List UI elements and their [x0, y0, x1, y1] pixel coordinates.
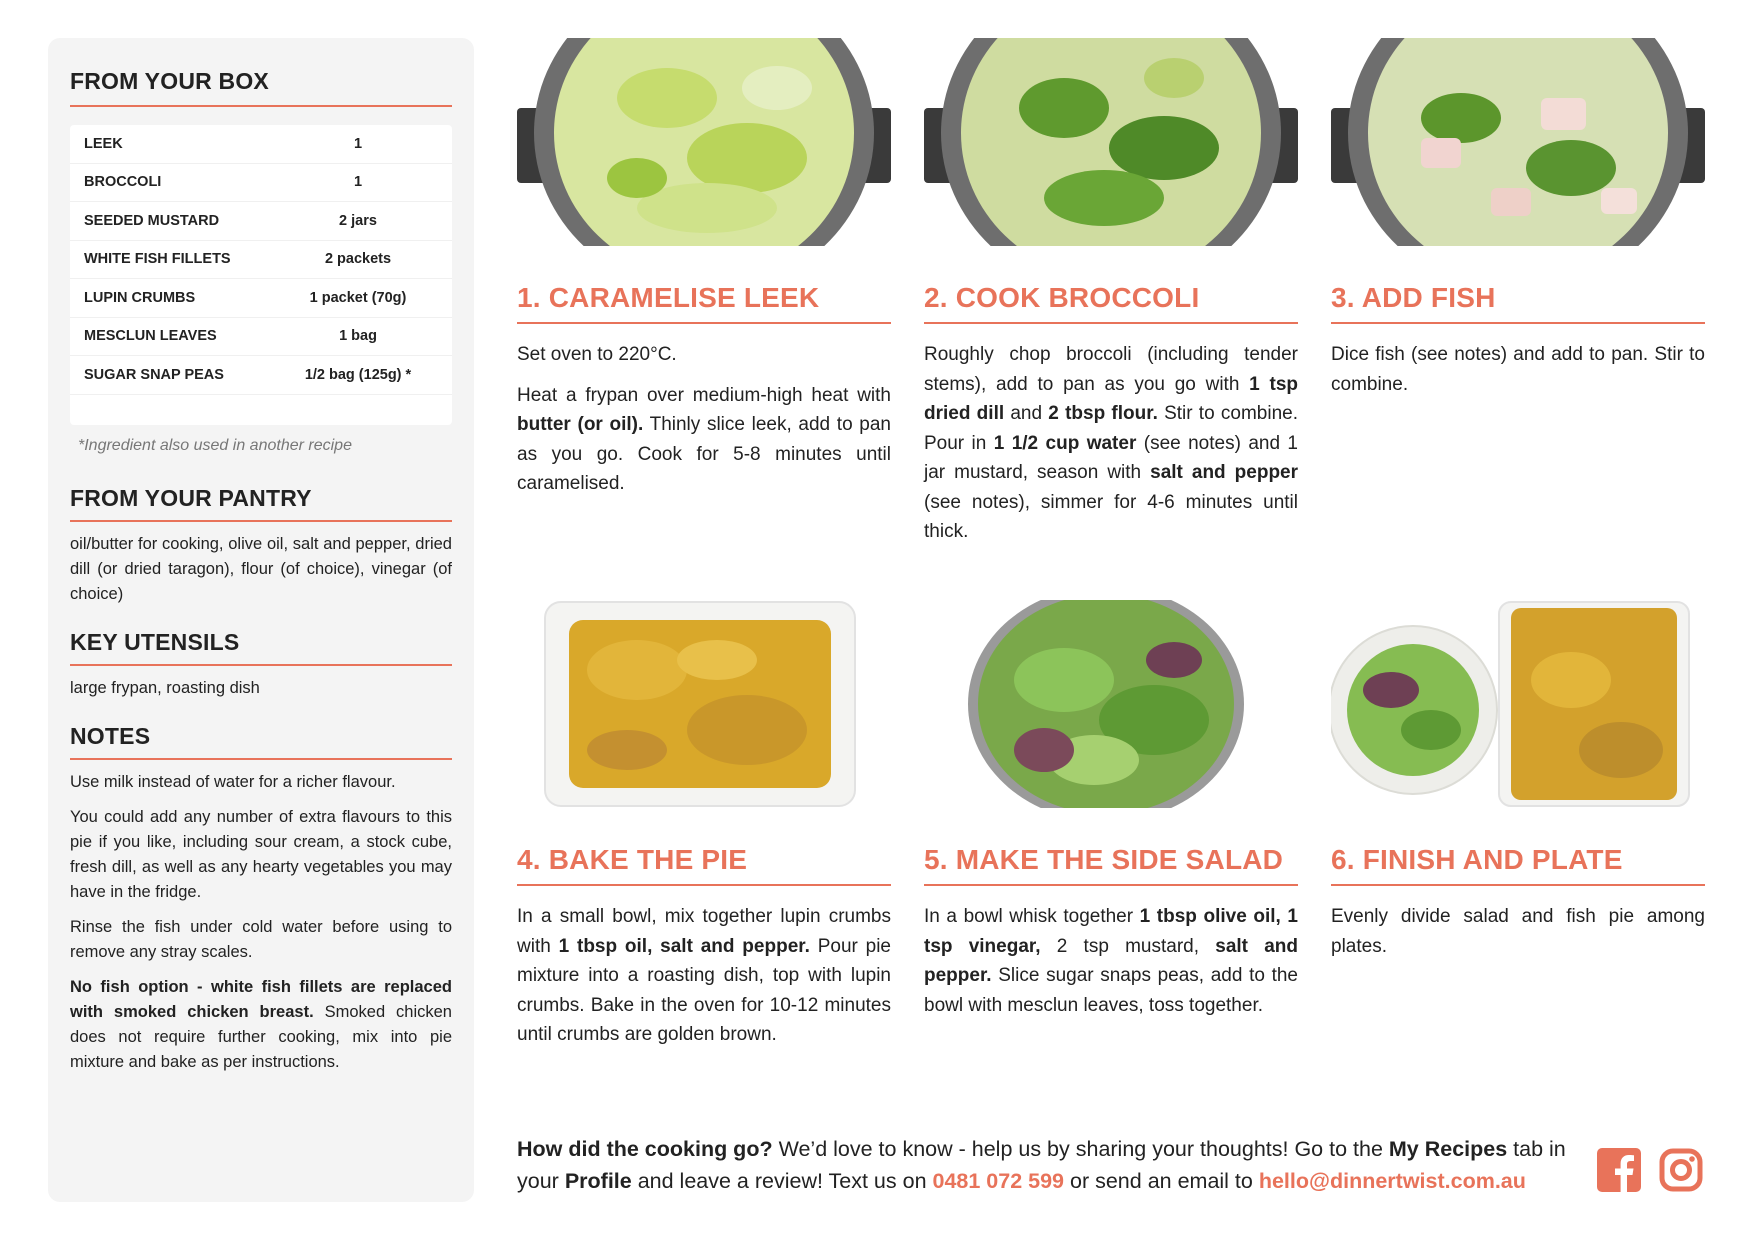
footer-text-1: We’d love to know - help us by sharing your thoughts! Go to the — [772, 1137, 1389, 1161]
text-run: 2 tsp mustard, — [1040, 935, 1216, 957]
ingredient-name: LUPIN CRUMBS — [84, 289, 196, 306]
notes-heading: NOTES — [70, 723, 452, 760]
step-4-body — [517, 902, 891, 1050]
bold-text: 1 tbsp oil, salt and pepper. — [558, 935, 810, 957]
step-6 — [1331, 600, 1705, 972]
bold-text: 1 tsp dried dill — [924, 373, 1298, 424]
text-run: Slice sugar snaps peas, add to the bowl with mesclun leaves, toss together. — [924, 965, 1298, 1016]
text-run: Roughly chop broccoli (including tender stems), add to pan as you go with — [924, 344, 1298, 395]
utensils-text: large frypan, roasting dish — [70, 678, 260, 697]
step-1 — [517, 38, 891, 510]
step-1-p1: Set oven to 220°C. — [517, 344, 677, 365]
note-2: You could add any number of extra flavours to this pie if you like, including sour cream, a stock cube, fresh dill, as well as any hearty vegetables you may have in the fridge. — [70, 807, 452, 901]
text-run: In a bowl whisk together — [924, 906, 1140, 927]
ingredient-qty: 1 — [353, 135, 363, 152]
social-links — [1597, 1148, 1703, 1197]
bold-text: 1 1/2 cup water — [993, 432, 1137, 454]
ingredient-qty: 2 packets — [324, 251, 392, 268]
bold-text: salt and pepper. — [924, 935, 1298, 986]
step-1-title: 1. CARAMELISE LEEK — [517, 282, 891, 324]
box-heading: FROM YOUR BOX — [70, 68, 452, 107]
note-3: Rinse the fish under cold water before using to remove any stray scales. — [70, 917, 452, 961]
ingredient-qty: 2 jars — [339, 212, 377, 229]
ingredient-qty: 1/2 bag (125g) * — [304, 366, 412, 383]
footer-email-link[interactable]: hello@dinnertwist.com.au — [1258, 1168, 1526, 1193]
step-5-photo-salad-bowl — [924, 600, 1298, 808]
ingredient-name: WHITE FISH FILLETS — [84, 251, 231, 268]
note-4-bold: No fish option - white fish fillets are replaced with smoked chicken breast. — [70, 977, 452, 1021]
step-6-photo-plated — [1331, 600, 1705, 808]
ingredients-panel — [48, 38, 474, 1202]
box-ingredient-row — [70, 279, 452, 318]
text-run: Pour pie mixture into a roasting dish, top with lupin crumbs. Bake in the oven for 10-12 minutes until crumbs are golden brown. — [517, 935, 892, 1045]
note-1: Use milk instead of water for a richer flavour. — [70, 772, 396, 791]
text-run: In a small bowl, mix together lupin crumbs with — [517, 906, 891, 957]
bold-text: 2 tbsp flour. — [1048, 403, 1158, 424]
pantry-heading: FROM YOUR PANTRY — [70, 485, 452, 522]
step-2-title: 2. COOK BROCCOLI — [924, 282, 1298, 324]
step-2-p1 — [924, 340, 1298, 547]
notes-text — [70, 770, 452, 1075]
step-5 — [924, 600, 1298, 1031]
footer-text-3: and leave a review! Text us on — [631, 1168, 933, 1193]
step-4 — [517, 600, 891, 1061]
text-run: Heat a frypan over medium-high heat with — [517, 384, 891, 406]
box-ingredient-row — [70, 202, 452, 241]
step-2-body — [924, 340, 1298, 547]
notes-section — [70, 723, 452, 1075]
step-5-body — [924, 902, 1298, 1020]
ingredient-qty: 1 bag — [339, 328, 377, 345]
box-ingredient-row — [70, 164, 452, 203]
step-2 — [924, 38, 1298, 558]
box-ingredient-row — [70, 241, 452, 280]
pantry-section — [70, 485, 452, 607]
step-3-p1: Dice fish (see notes) and add to pan. Stir to combine. — [1331, 344, 1705, 395]
footer-question: How did the cooking go? — [517, 1137, 773, 1161]
note-4 — [70, 975, 452, 1075]
box-footnote: *Ingredient also used in another recipe — [78, 436, 352, 454]
feedback-footer — [517, 1134, 1577, 1197]
instagram-icon[interactable] — [1659, 1148, 1703, 1197]
step-5-p1 — [924, 902, 1298, 1020]
ingredient-name: LEEK — [84, 135, 123, 152]
box-ingredients-table — [70, 125, 452, 425]
step-3-photo-pan-fish — [1331, 38, 1705, 246]
step-1-photo-pan-leek — [517, 38, 891, 246]
note-4-rest: Smoked chicken does not require further cooking, mix into pie mixture and bake as per instructions. — [70, 1002, 452, 1071]
box-ingredient-row — [70, 318, 452, 357]
text-run: Thinly slice leek, add to pan as you go. Cook for 5-8 minutes until caramelised. — [517, 414, 891, 494]
footer-phone-link[interactable]: 0481 072 599 — [932, 1168, 1065, 1193]
step-3-title: 3. ADD FISH — [1331, 282, 1705, 324]
text-run: Stir to combine. Pour in — [924, 403, 1298, 454]
step-6-body — [1331, 902, 1705, 961]
ingredient-name: SUGAR SNAP PEAS — [84, 366, 224, 383]
footer-text-4: or send an email to — [1064, 1168, 1259, 1193]
step-4-photo-roasting-dish — [517, 600, 891, 808]
step-1-body — [517, 340, 891, 499]
step-3-body — [1331, 340, 1705, 399]
text-run: (see notes), simmer for 4-6 minutes until thick. — [924, 491, 1298, 542]
ingredient-name: SEEDED MUSTARD — [84, 212, 220, 229]
footer-text-2: tab in your — [517, 1137, 1566, 1193]
step-4-p1 — [517, 902, 891, 1050]
step-6-p1: Evenly divide salad and fish pie among plates. — [1331, 906, 1705, 957]
box-ingredient-row — [70, 356, 452, 395]
text-run: and — [1004, 403, 1049, 424]
step-1-p2 — [517, 381, 891, 499]
footer-profile: Profile — [564, 1168, 632, 1193]
box-ingredient-row — [70, 125, 452, 164]
footer-my-recipes: My Recipes — [1388, 1137, 1508, 1161]
step-2-photo-pan-broccoli — [924, 38, 1298, 246]
text-run: (see notes) and 1 jar mustard, season with — [924, 432, 1298, 483]
ingredient-qty: 1 — [353, 174, 363, 191]
step-6-title: 6. FINISH AND PLATE — [1331, 844, 1705, 886]
utensils-section — [70, 629, 452, 701]
bold-text: salt and pepper — [1150, 462, 1299, 483]
utensils-heading: KEY UTENSILS — [70, 629, 452, 666]
ingredient-qty: 1 packet (70g) — [309, 289, 407, 306]
bold-text: 1 tbsp olive oil, 1 tsp vinegar, — [924, 906, 1298, 957]
bold-text: butter (or oil). — [517, 414, 644, 435]
pantry-text: oil/butter for cooking, olive oil, salt and pepper, dried dill (or dried taragon), flour (of choice), vinegar (of choice) — [70, 534, 452, 603]
step-3 — [1331, 38, 1705, 410]
step-5-title: 5. MAKE THE SIDE SALAD — [924, 844, 1298, 886]
ingredient-name: MESCLUN LEAVES — [84, 328, 217, 345]
step-4-title: 4. BAKE THE PIE — [517, 844, 891, 886]
facebook-icon[interactable] — [1597, 1148, 1641, 1197]
ingredient-name: BROCCOLI — [84, 174, 162, 191]
